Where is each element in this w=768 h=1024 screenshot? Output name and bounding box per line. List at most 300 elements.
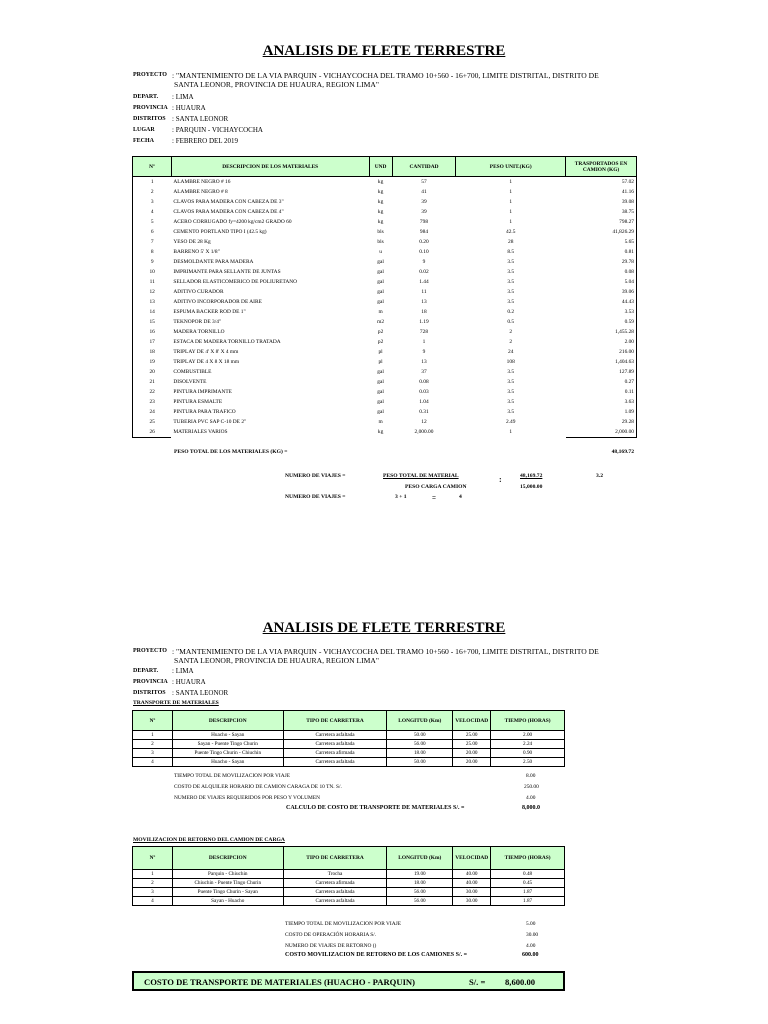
- table-cell: 3.5: [507, 379, 515, 385]
- column-header: DESCRIPCION DE LOS MATERIALES: [171, 157, 369, 177]
- table-cell: 23: [133, 397, 172, 407]
- table-cell: TEKNOPOR DE 3/4": [173, 319, 222, 325]
- table-cell: gal: [377, 269, 384, 275]
- table-cell: 13: [421, 359, 427, 365]
- final-cost-equals: S/. =: [469, 977, 486, 987]
- table-cell: pl: [378, 359, 383, 365]
- table-row: [133, 758, 565, 767]
- table-cell: 127.89: [566, 367, 637, 377]
- info-label: PROVINCIA: [133, 679, 168, 685]
- table-cell: 5.65: [566, 237, 637, 247]
- column-header: LONGITUD (Km): [387, 711, 453, 731]
- table-cell: ALAMBRE NEGRO # 8: [173, 189, 228, 195]
- table-cell: Carretera asfaltada: [283, 888, 387, 897]
- info-value: : SANTA LEONOR: [172, 115, 229, 123]
- table-cell: pl: [378, 349, 383, 355]
- info-value: : FEBRERO DEL 2019: [172, 137, 239, 145]
- table-header-row: [133, 157, 637, 177]
- table-cell: p2: [377, 339, 384, 345]
- table-cell: Huacho - Sayan: [172, 758, 283, 767]
- table-cell: gal: [377, 409, 384, 415]
- table-cell: 3.5: [507, 289, 515, 295]
- table-row: [133, 337, 637, 347]
- info-value: : LIMA: [172, 93, 194, 101]
- table-cell: CLAVOS PARA MADERA CON CABEZA DE 3": [173, 199, 284, 205]
- table-cell: Carretera afirmada: [283, 749, 387, 758]
- table-row: [133, 257, 637, 267]
- table-cell: 13: [133, 297, 172, 307]
- summary-label: NUMERO DE VIAJES DE RETORNO (): [285, 943, 377, 949]
- table-cell: kg: [377, 429, 384, 436]
- table-cell: 1: [509, 189, 513, 195]
- table-cell: 1: [509, 219, 513, 225]
- table-row: [133, 317, 637, 327]
- table-cell: 19: [133, 357, 172, 367]
- table-cell: 29.78: [566, 257, 637, 267]
- trips-label: NUMERO DE VIAJES =: [285, 473, 346, 479]
- info-label: DEPART.: [133, 668, 159, 674]
- table-cell: 30.00: [453, 888, 491, 897]
- table-header-row: [133, 711, 565, 731]
- table-row: [133, 287, 637, 297]
- table-cell: 9: [422, 259, 426, 265]
- column-header: VELOCIDAD: [453, 847, 491, 870]
- column-header: DESCRIPCION: [172, 847, 283, 870]
- table-cell: YESO DE 28 Kg: [173, 239, 211, 245]
- summary-label: TIEMPO TOTAL DE MOVILIZACION POR VIAJE: [285, 921, 402, 927]
- table-cell: 57: [421, 179, 427, 185]
- table-cell: 2,000.00: [566, 427, 637, 438]
- info-value: : LIMA: [172, 667, 194, 675]
- table-row: [133, 217, 637, 227]
- table-cell: 5: [133, 217, 172, 227]
- table-cell: m: [378, 309, 383, 315]
- table-row: [133, 397, 637, 407]
- trips-value: 4: [459, 494, 462, 500]
- materials-table: [132, 156, 637, 438]
- table-cell: 2: [133, 879, 173, 888]
- table-row: [133, 427, 637, 438]
- table-cell: 1.04: [419, 399, 429, 405]
- column-header: CANTIDAD: [392, 157, 456, 177]
- table-cell: 20: [133, 367, 172, 377]
- column-header: Nº: [133, 847, 173, 870]
- table-cell: CLAVOS PARA MADERA CON CABEZA DE 4": [173, 209, 284, 215]
- table-cell: 3.5: [507, 299, 515, 305]
- total-material-weight-label: PESO TOTAL DE MATERIAL: [383, 473, 459, 479]
- column-header: VELOCIDAD: [453, 711, 491, 731]
- table-cell: 57.02: [566, 177, 637, 188]
- table-cell: 4: [133, 207, 172, 217]
- table-cell: 0.27: [566, 377, 637, 387]
- info-value: : PARQUIN - VICHAYCOCHA: [172, 126, 263, 134]
- table-cell: 2.00: [566, 337, 637, 347]
- table-cell: 1: [133, 731, 173, 740]
- table-cell: 6: [133, 227, 172, 237]
- table-cell: ESPUMA BACKER ROD DE 1": [173, 309, 246, 315]
- table-cell: TUBERIA PVC SAP C-10 DE 2": [173, 419, 247, 425]
- table-cell: 2: [133, 740, 173, 749]
- table-cell: Carretera afirmada: [283, 879, 387, 888]
- table-cell: 3.63: [566, 397, 637, 407]
- table-cell: 11: [133, 277, 172, 287]
- table-cell: 8.5: [507, 249, 515, 255]
- table-cell: 13: [421, 299, 427, 305]
- info-label: DISTRITOS: [133, 116, 166, 122]
- table-cell: DISOLVENTE: [173, 379, 207, 385]
- summary-label: TIEMPO TOTAL DE MOVILIZACION POR VIAJE: [174, 773, 291, 779]
- table-cell: 56.00: [387, 897, 453, 906]
- table-row: [133, 247, 637, 257]
- table-cell: gal: [377, 259, 384, 265]
- table-row: [133, 347, 637, 357]
- column-header: Nº: [133, 711, 173, 731]
- table-cell: 2: [509, 339, 513, 345]
- table-row: [133, 870, 565, 879]
- table-row: [133, 207, 637, 217]
- return-table: [132, 846, 565, 906]
- table-row: [133, 879, 565, 888]
- table-cell: 3.5: [507, 389, 515, 395]
- transport-cost-label: CALCULO DE COSTO DE TRANSPORTE DE MATERIALES S/. =: [286, 805, 465, 811]
- summary-label: NUMERO DE VIAJES REQUERIDOS POR PESO Y VOLUMEN: [174, 795, 321, 801]
- column-header: TRASPORTADOS EN CAMION (KG): [566, 157, 637, 177]
- table-row: [133, 740, 565, 749]
- table-cell: 37: [421, 369, 427, 375]
- table-cell: 0.11: [566, 387, 637, 397]
- table-cell: Parquin - Chiuchin: [172, 870, 283, 879]
- table-row: [133, 897, 565, 906]
- info-label: DEPART.: [133, 94, 159, 100]
- table-cell: 18: [133, 347, 172, 357]
- table-cell: 1: [509, 179, 513, 185]
- info-label: FECHA: [133, 138, 154, 144]
- table-cell: 30.00: [453, 897, 491, 906]
- table-cell: 1: [509, 199, 513, 205]
- table-cell: 22: [133, 387, 172, 397]
- table-cell: MADERA TORNILLO: [173, 329, 225, 335]
- table-cell: 3.5: [507, 269, 515, 275]
- table-cell: 216.00: [566, 347, 637, 357]
- table-cell: 18: [421, 309, 427, 315]
- table-cell: 0.02: [419, 269, 429, 275]
- table-cell: 56.00: [387, 740, 453, 749]
- table-cell: 20.00: [453, 758, 491, 767]
- table-cell: kg: [377, 199, 384, 205]
- total-weight-label: PESO TOTAL DE LOS MATERIALES (KG) =: [174, 449, 288, 455]
- info-label: PROYECTO: [133, 648, 167, 654]
- column-header: UND: [369, 157, 392, 177]
- summary-value: 30.00: [526, 932, 539, 938]
- column-header: TIEMPO (HORAS): [491, 847, 565, 870]
- page-title-2: ANALISIS DE FLETE TERRESTRE: [262, 620, 506, 636]
- table-cell: 50.00: [387, 731, 453, 740]
- table-cell: 1: [133, 177, 172, 188]
- table-row: [133, 197, 637, 207]
- table-cell: ESTACA DE MADERA TORNILLO TRATADA: [173, 339, 281, 345]
- table-cell: 29.28: [566, 417, 637, 427]
- table-cell: 0.08: [566, 267, 637, 277]
- table-cell: ADITIVO INCORPORADOR DE AIRE: [173, 299, 262, 305]
- column-header: TIPO DE CARRETERA: [283, 711, 387, 731]
- table-cell: 50.00: [387, 758, 453, 767]
- table-cell: Puente Tingo Churin - Sayan: [172, 888, 283, 897]
- section-title-transport: TRANSPORTE DE MATERIALES: [133, 700, 219, 706]
- table-cell: Puente Tingo Churin - Chiuchin: [172, 749, 283, 758]
- info-value: : HUAURA: [172, 678, 206, 686]
- column-header: Nº: [133, 157, 172, 177]
- table-cell: 15: [133, 317, 172, 327]
- table-cell: 24: [508, 349, 514, 355]
- table-cell: Carretera asfaltada: [283, 897, 387, 906]
- table-cell: kg: [377, 189, 384, 195]
- table-cell: 3: [133, 888, 173, 897]
- table-cell: 1: [422, 339, 426, 345]
- table-cell: 40.00: [453, 870, 491, 879]
- table-cell: 16: [133, 327, 172, 337]
- table-cell: TRIPLAY DE 4' X 8' X 4 mm: [173, 349, 239, 355]
- page-title: ANALISIS DE FLETE TERRESTRE: [262, 43, 506, 59]
- table-cell: 1.09: [566, 407, 637, 417]
- table-cell: 14: [133, 307, 172, 317]
- table-cell: 1.87: [491, 897, 565, 906]
- info-value: : SANTA LEONOR: [172, 689, 229, 697]
- table-row: [133, 307, 637, 317]
- table-cell: gal: [377, 369, 384, 375]
- summary-value: 8.00: [526, 773, 536, 779]
- final-cost-label: COSTO DE TRANSPORTE DE MATERIALES (HUACHO - PARQUIN): [144, 977, 415, 987]
- table-cell: 39: [421, 199, 427, 205]
- table-row: [133, 187, 637, 197]
- table-cell: m2: [377, 319, 385, 325]
- table-cell: 9: [422, 349, 426, 355]
- return-table-body: [133, 870, 565, 906]
- info-label: PROYECTO: [133, 72, 167, 78]
- table-cell: 4: [133, 897, 173, 906]
- column-header: PESO UNIT.(KG): [456, 157, 566, 177]
- section-title-return: MOVILIZACION DE RETORNO DEL CAMION DE CARGA: [133, 837, 285, 843]
- table-cell: 0.5: [507, 319, 515, 325]
- table-row: [133, 177, 637, 188]
- table-row: [133, 277, 637, 287]
- table-cell: Carretera asfaltada: [283, 731, 387, 740]
- table-row: [133, 417, 637, 427]
- table-cell: 41.16: [566, 187, 637, 197]
- table-cell: 25.00: [453, 731, 491, 740]
- table-cell: 42.5: [506, 229, 516, 235]
- table-cell: 3: [133, 749, 173, 758]
- table-cell: 3: [133, 197, 172, 207]
- colon: :: [499, 475, 502, 484]
- table-cell: 11: [421, 289, 427, 295]
- table-cell: 12: [421, 419, 427, 425]
- table-cell: 0.31: [419, 409, 429, 415]
- table-cell: 0.10: [419, 249, 429, 255]
- table-cell: 18.00: [387, 749, 453, 758]
- trips-label-2: NUMERO DE VIAJES =: [285, 494, 346, 500]
- table-cell: 4: [133, 758, 173, 767]
- table-cell: gal: [377, 299, 384, 305]
- table-cell: gal: [377, 399, 384, 405]
- table-cell: 41,826.29: [566, 227, 637, 237]
- table-cell: 2.49: [506, 419, 516, 425]
- table-cell: 1.19: [419, 319, 429, 325]
- summary-value: 4.00: [526, 943, 536, 949]
- table-cell: 12: [133, 287, 172, 297]
- table-cell: 39: [421, 209, 427, 215]
- transport-table-body: [133, 731, 565, 767]
- table-cell: bls: [377, 229, 384, 235]
- table-cell: SELLADOR ELASTICOMERICO DE POLIURETANO: [173, 279, 298, 285]
- table-cell: 3.5: [507, 279, 515, 285]
- table-cell: 24: [133, 407, 172, 417]
- table-cell: gal: [377, 379, 384, 385]
- transport-cost-value: 8,000.0: [522, 805, 540, 811]
- table-cell: kg: [377, 219, 384, 225]
- table-row: [133, 731, 565, 740]
- info-value: SANTA LEONOR, PROVINCIA DE HUAURA, REGION LIMA": [174, 656, 379, 665]
- table-cell: 56.00: [387, 888, 453, 897]
- table-cell: 1: [509, 429, 513, 436]
- trips-ratio: 3.2: [596, 473, 603, 479]
- table-cell: 40.00: [453, 879, 491, 888]
- table-cell: 1.44: [419, 279, 429, 285]
- summary-label: COSTO DE OPERACIÓN HORARIA S/.: [285, 932, 377, 938]
- table-cell: 10: [133, 267, 172, 277]
- transport-table: [132, 710, 565, 767]
- table-row: [133, 267, 637, 277]
- equals-sign: =: [432, 494, 436, 502]
- table-row: [133, 407, 637, 417]
- table-cell: PINTURA ESMALTE: [173, 399, 223, 405]
- table-cell: 17: [133, 337, 172, 347]
- table-cell: 0.59: [566, 317, 637, 327]
- table-cell: 44.43: [566, 297, 637, 307]
- table-cell: Sayan - Puente Tingo Churin: [172, 740, 283, 749]
- table-cell: 3.5: [507, 399, 515, 405]
- table-cell: gal: [377, 289, 384, 295]
- table-cell: 2: [133, 187, 172, 197]
- table-cell: u: [379, 249, 382, 255]
- column-header: DESCRIPCION: [172, 711, 283, 731]
- info-value: : HUAURA: [172, 104, 206, 112]
- table-cell: TRIPLAY DE 4 X 8 X 18 mm: [173, 359, 240, 365]
- table-cell: kg: [377, 209, 384, 215]
- table-row: [133, 227, 637, 237]
- table-cell: 20.00: [453, 749, 491, 758]
- table-cell: 25.00: [453, 740, 491, 749]
- table-cell: PINTURA PARA TRAFICO: [173, 409, 236, 415]
- table-cell: 0.45: [491, 879, 565, 888]
- table-cell: 1: [133, 870, 173, 879]
- column-header: LONGITUD (Km): [387, 847, 453, 870]
- table-cell: CEMENTO PORTLAND TIPO I (42.5 kg): [173, 229, 267, 235]
- table-cell: 728: [419, 329, 429, 335]
- info-label: DISTRITOS: [133, 690, 166, 696]
- table-row: [133, 237, 637, 247]
- table-row: [133, 888, 565, 897]
- table-row: [133, 387, 637, 397]
- table-row: [133, 367, 637, 377]
- table-cell: kg: [377, 179, 384, 185]
- table-cell: gal: [377, 279, 384, 285]
- table-cell: 9: [133, 257, 172, 267]
- summary-value: 5.00: [526, 921, 536, 927]
- truck-load-value: 15,000.00: [520, 484, 543, 490]
- table-cell: COMBUSTIBLE: [173, 369, 212, 375]
- table-cell: 0.20: [419, 239, 429, 245]
- table-cell: Carretera asfaltada: [283, 740, 387, 749]
- materials-table-body: [133, 177, 637, 438]
- table-cell: 108: [506, 359, 515, 365]
- info-label: LUGAR: [133, 127, 155, 133]
- table-cell: 18.00: [387, 879, 453, 888]
- table-cell: ADITIVO CURADOR: [173, 289, 224, 295]
- table-cell: 8: [133, 247, 172, 257]
- table-cell: 38.75: [566, 207, 637, 217]
- table-cell: 28: [508, 239, 514, 245]
- table-cell: IMPRIMANTE PARA SELLANTE DE JUNTAS: [173, 269, 281, 275]
- table-cell: Chiuchin - Puente Tingo Churin: [172, 879, 283, 888]
- table-cell: 3.5: [507, 369, 515, 375]
- table-row: [133, 377, 637, 387]
- table-cell: 3.53: [566, 307, 637, 317]
- final-cost-box: [132, 971, 565, 991]
- table-cell: 2.50: [491, 758, 565, 767]
- return-cost-value: 600.00: [522, 952, 539, 958]
- return-cost-label: COSTO MOVILIZACION DE RETORNO DE LOS CAMIONES S/. =: [285, 952, 468, 958]
- table-cell: 1: [509, 209, 513, 215]
- trips-expression: 3 + 1: [395, 494, 407, 500]
- table-cell: 798.27: [566, 217, 637, 227]
- table-cell: Trocha: [283, 870, 387, 879]
- table-cell: 984: [419, 229, 429, 235]
- table-cell: 5.04: [566, 277, 637, 287]
- info-label: PROVINCIA: [133, 105, 168, 111]
- table-cell: DESMOLDANTE PARA MADERA: [173, 259, 254, 265]
- summary-label: COSTO DE ALQUILER HORARIO DE CAMION CARAGA DE 10 TN. S/.: [174, 784, 342, 790]
- table-cell: 2.00: [491, 731, 565, 740]
- table-cell: ACERO CORRUGADO fy=4200 kg/cm2 GRADO 60: [173, 219, 292, 225]
- table-cell: 39.08: [566, 197, 637, 207]
- table-cell: 2,000.00: [414, 429, 434, 436]
- summary-value: 250.00: [524, 784, 539, 790]
- total-material-weight-value: 48,169.72: [520, 473, 543, 479]
- column-header: TIEMPO (HORAS): [491, 711, 565, 731]
- table-cell: 3.5: [507, 409, 515, 415]
- info-value: SANTA LEONOR, PROVINCIA DE HUAURA, REGION LIMA": [174, 80, 379, 89]
- table-cell: MATERIALES VARIOS: [173, 429, 228, 436]
- table-cell: bls: [377, 239, 384, 245]
- table-cell: 1,404.63: [566, 357, 637, 367]
- table-cell: 21: [133, 377, 172, 387]
- table-cell: m: [378, 419, 383, 425]
- table-cell: 0.08: [419, 379, 429, 385]
- table-cell: 25: [133, 417, 172, 427]
- table-cell: PINTURA IMPRIMANTE: [173, 389, 232, 395]
- table-cell: 3.5: [507, 259, 515, 265]
- table-row: [133, 749, 565, 758]
- table-cell: 0.48: [491, 870, 565, 879]
- column-header: TIPO DE CARRETERA: [283, 847, 387, 870]
- table-header-row: [133, 847, 565, 870]
- table-cell: gal: [377, 389, 384, 395]
- table-cell: 39.06: [566, 287, 637, 297]
- table-cell: ALAMBRE NEGRO # 16: [173, 179, 231, 185]
- info-value: : "MANTENIMIENTO DE LA VIA PARQUIN - VICHAYCOCHA DEL TRAMO 10+560 - 16+700, LIMITE DISTRITAL, DISTRITO DE: [172, 71, 599, 80]
- summary-value: 4.00: [526, 795, 536, 801]
- table-cell: 2.24: [491, 740, 565, 749]
